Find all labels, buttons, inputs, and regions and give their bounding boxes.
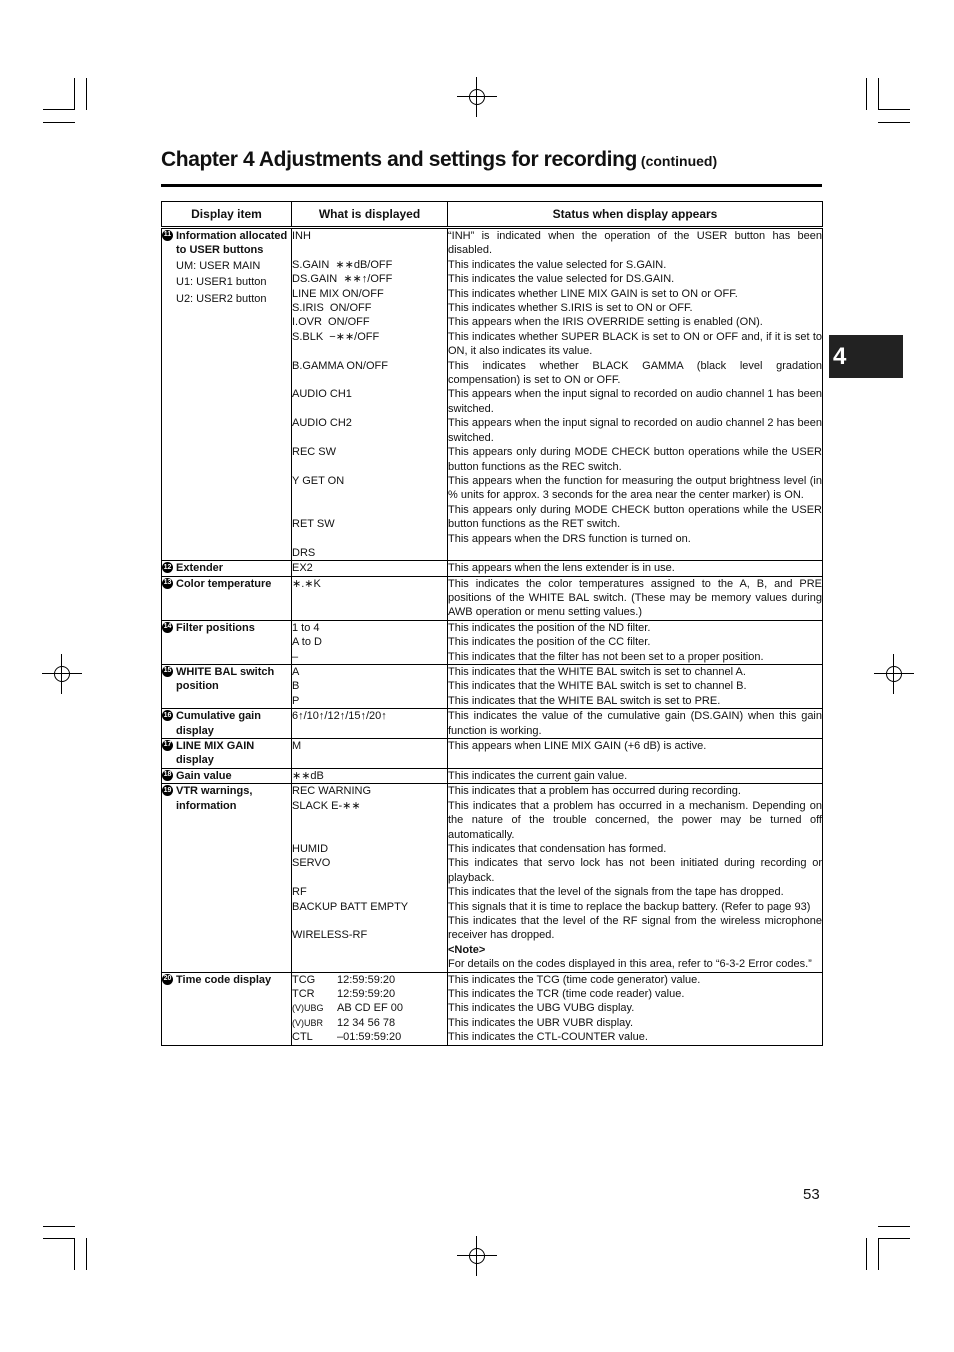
column-header: Status when display appears xyxy=(448,202,823,228)
table-row xyxy=(162,665,823,709)
displayed-value: ∗.∗K xyxy=(292,577,321,590)
time-code-label: CTL xyxy=(292,1031,313,1044)
display-items-table xyxy=(161,201,823,1046)
item-number-badge: 15 xyxy=(162,666,173,677)
displayed-value-cell xyxy=(292,768,448,783)
status-description: This appears only during MODE CHECK button operations while the USER button functions as the RET switch. xyxy=(448,503,822,531)
displayed-value: BACKUP BATT EMPTY xyxy=(292,900,409,913)
display-item-cell xyxy=(162,576,292,620)
registration-mark xyxy=(457,1236,497,1276)
display-item-label: Information allocated to USER buttons xyxy=(176,230,288,257)
item-number-badge: 11 xyxy=(162,230,173,241)
displayed-value: EX2 xyxy=(292,562,313,575)
status-description: This indicates whether BLACK GAMMA (black level gradation compensation) is set to ON or OFF. xyxy=(448,359,822,387)
spacer xyxy=(292,503,447,517)
time-code-value: AB CD EF 00 xyxy=(337,1002,404,1015)
status-description: This indicates that a problem has occurred in a mechanism. Depending on the nature of the trouble concerned, the power may be turned off automatically. xyxy=(448,799,822,841)
display-item-cell xyxy=(162,784,292,972)
status-description: This indicates the current gain value. xyxy=(448,769,628,782)
displayed-value: B xyxy=(292,680,300,693)
item-number-badge: 17 xyxy=(162,740,173,751)
status-description: This appears only during MODE CHECK button operations while the USER button functions as the REC switch. xyxy=(448,446,822,473)
status-cell xyxy=(448,576,823,620)
table-header-row xyxy=(162,202,823,228)
status-description: This indicates the color temperatures assigned to the A, B, and PRE positions of the WHITE BAL switch. (These may be memory values during AWB operation or menu setting values.) xyxy=(448,577,822,619)
status-description: This indicates that the level of the RF signal from the wireless microphone receiver has dropped. xyxy=(448,914,822,942)
status-description: This appears when the lens extender is in use. xyxy=(448,562,675,575)
time-code-label: (V)UBG xyxy=(292,1003,324,1014)
item-number-badge: 20 xyxy=(162,974,173,985)
status-description: This indicates the UBR VUBR display. xyxy=(448,1016,634,1029)
status-cell xyxy=(448,709,823,739)
display-item-label: Extender xyxy=(176,562,224,575)
time-code-entry xyxy=(292,1016,447,1030)
status-description: This indicates the TCG (time code generator) value. xyxy=(448,973,701,986)
status-description: This indicates whether SUPER BLACK is set to ON or OFF and, if it is set to ON, it also indicates its value. xyxy=(448,330,822,358)
note-heading: <Note> xyxy=(448,943,486,956)
displayed-value: S.IRIS ON/OFF xyxy=(292,302,372,315)
table-row xyxy=(162,784,823,972)
spacer xyxy=(292,459,447,473)
time-code-label: (V)UBR xyxy=(292,1017,323,1028)
display-item-label: VTR warnings, information xyxy=(176,785,253,812)
status-description: This appears when the input signal to recorded on audio channel 2 has been switched. xyxy=(448,417,822,444)
crop-mark xyxy=(43,1226,75,1227)
time-code-value: –01:59:59:20 xyxy=(337,1031,402,1044)
status-description: This indicates the position of the ND filter. xyxy=(448,621,651,634)
status-description: This indicates the value selected for S.GAIN. xyxy=(448,258,667,271)
time-code-label: TCG xyxy=(292,973,316,986)
page-title xyxy=(161,148,717,172)
displayed-value: B.GAMMA ON/OFF xyxy=(292,359,388,372)
status-description: This indicates the value of the cumulative gain (DS.GAIN) when this gain function is working. xyxy=(448,710,822,737)
display-item-heading xyxy=(162,577,291,591)
displayed-value: M xyxy=(292,740,302,753)
displayed-value: P xyxy=(292,694,300,707)
displayed-value: INH xyxy=(292,230,311,242)
crop-mark xyxy=(878,109,910,110)
registration-mark xyxy=(457,77,497,117)
crop-mark xyxy=(878,1238,879,1270)
item-number-badge: 12 xyxy=(162,562,173,573)
displayed-value: DS.GAIN ∗∗↑/OFF xyxy=(292,273,393,286)
display-item-label: Color temperature xyxy=(176,577,272,590)
status-description: This signals that it is time to replace the backup battery. (Refer to page 93) xyxy=(448,900,811,913)
user-button-entry: UM: USER MAIN xyxy=(176,259,261,272)
display-item-heading xyxy=(162,229,291,258)
displayed-value: AUDIO CH2 xyxy=(292,417,352,430)
displayed-value: A to D xyxy=(292,636,322,649)
column-header: What is displayed xyxy=(292,202,448,228)
status-cell xyxy=(448,228,823,561)
table-row xyxy=(162,561,823,576)
status-cell xyxy=(448,972,823,1045)
spacer xyxy=(292,813,447,827)
displayed-value: REC WARNING xyxy=(292,785,372,798)
registration-mark xyxy=(42,654,82,694)
display-item-heading xyxy=(162,665,291,694)
display-item-cell xyxy=(162,665,292,709)
displayed-value-cell xyxy=(292,620,448,664)
spacer xyxy=(292,344,447,358)
table-row xyxy=(162,768,823,783)
registration-mark xyxy=(874,654,914,694)
table-row xyxy=(162,709,823,739)
column-header: Display item xyxy=(162,202,292,228)
display-item-label: Cumulative gain display xyxy=(176,710,261,737)
spacer xyxy=(292,914,447,928)
spacer xyxy=(292,871,447,885)
time-code-entry xyxy=(292,973,447,987)
displayed-value: SLACK E-∗∗ xyxy=(292,799,361,812)
displayed-value: REC SW xyxy=(292,446,336,459)
crop-mark xyxy=(878,1226,910,1227)
crop-mark xyxy=(43,109,75,110)
display-item-label: Filter positions xyxy=(176,621,255,634)
status-description: This indicates that servo lock has not been initiated during recording or playback. xyxy=(448,857,822,884)
displayed-value-cell xyxy=(292,561,448,576)
display-item-heading xyxy=(162,973,291,987)
crop-mark xyxy=(866,78,867,110)
spacer xyxy=(292,828,447,842)
displayed-value-cell xyxy=(292,739,448,769)
status-cell xyxy=(448,561,823,576)
status-description: This appears when the input signal to recorded on audio channel 1 has been switched. xyxy=(448,388,822,415)
displayed-value: SERVO xyxy=(292,857,331,870)
item-number-badge: 16 xyxy=(162,710,173,721)
item-number-badge: 14 xyxy=(162,622,173,633)
continued-label: (continued) xyxy=(640,153,718,169)
displayed-value: – xyxy=(292,650,299,663)
status-cell xyxy=(448,665,823,709)
item-number-badge: 13 xyxy=(162,578,173,589)
crop-mark xyxy=(74,1238,75,1270)
display-item-label: Time code display xyxy=(176,973,272,986)
display-item-label: Gain value xyxy=(176,769,232,782)
status-description: This appears when the function for measuring the output brightness level (in % units for approx. 3 seconds for the area near the center marker) is ON. xyxy=(448,474,822,502)
spacer xyxy=(292,243,447,257)
display-item-heading xyxy=(162,784,291,813)
status-description: “INH” is indicated when the operation of the USER button has been disabled. xyxy=(448,230,822,257)
chapter-title: Chapter 4 Adjustments and settings for recording xyxy=(161,148,637,171)
crop-mark xyxy=(866,1238,867,1270)
page-number: 53 xyxy=(803,1186,820,1203)
table-row xyxy=(162,620,823,664)
displayed-value: HUMID xyxy=(292,842,329,855)
spacer xyxy=(292,431,447,445)
user-button-entry: U2: USER2 button xyxy=(176,292,267,305)
crop-mark xyxy=(86,1238,87,1270)
time-code-value: 12:59:59:20 xyxy=(337,987,396,1000)
crop-mark xyxy=(43,1238,75,1239)
displayed-value: WIRELESS-RF xyxy=(292,929,368,942)
status-description: This indicates that the level of the signals from the tape has dropped. xyxy=(448,886,784,899)
status-description: This indicates that a problem has occurred during recording. xyxy=(448,785,741,798)
status-description: This indicates the value selected for DS.GAIN. xyxy=(448,273,675,286)
spacer xyxy=(292,402,447,416)
displayed-value-cell xyxy=(292,665,448,709)
status-description: This indicates the TCR (time code reader) value. xyxy=(448,987,685,1000)
display-item-heading xyxy=(162,769,291,783)
crop-mark xyxy=(878,1238,910,1239)
user-button-entry: U1: USER1 button xyxy=(176,276,267,289)
displayed-value: S.BLK −∗∗/OFF xyxy=(292,330,380,343)
displayed-value-cell xyxy=(292,709,448,739)
crop-mark xyxy=(878,78,879,110)
status-cell xyxy=(448,620,823,664)
displayed-value: DRS xyxy=(292,546,316,559)
displayed-value: ∗∗dB xyxy=(292,769,324,782)
displayed-value: RET SW xyxy=(292,518,335,530)
time-code-entry xyxy=(292,1030,447,1044)
time-code-value: 12:59:59:20 xyxy=(337,973,396,986)
item-number-badge: 18 xyxy=(162,770,173,781)
status-description: This indicates that the filter has not been set to a proper position. xyxy=(448,650,764,663)
displayed-value: 1 to 4 xyxy=(292,621,320,634)
time-code-entry xyxy=(292,1001,447,1015)
status-description: This indicates the UBG VUBG display. xyxy=(448,1002,635,1015)
display-item-label: LINE MIX GAIN display xyxy=(176,740,255,767)
crop-mark xyxy=(74,78,75,110)
displayed-value: Y GET ON xyxy=(292,474,345,487)
status-description: This appears when the DRS function is turned on. xyxy=(448,532,691,545)
display-item-cell xyxy=(162,228,292,561)
display-item-heading xyxy=(162,739,291,768)
display-item-heading xyxy=(162,709,291,738)
time-code-label: TCR xyxy=(292,987,315,1000)
displayed-value: 6↑/10↑/12↑/15↑/20↑ xyxy=(292,710,387,723)
display-item-cell xyxy=(162,972,292,1045)
item-number-badge: 19 xyxy=(162,785,173,796)
user-button-list xyxy=(162,259,291,306)
spacer xyxy=(292,531,447,545)
crop-mark xyxy=(86,78,87,110)
display-item-cell xyxy=(162,768,292,783)
display-item-heading xyxy=(162,621,291,635)
display-item-heading xyxy=(162,561,291,575)
status-cell xyxy=(448,768,823,783)
title-rule xyxy=(161,184,822,187)
displayed-value: A xyxy=(292,666,300,679)
status-cell xyxy=(448,739,823,769)
display-item-label: WHITE BAL switch position xyxy=(176,666,275,693)
crop-mark xyxy=(878,122,910,123)
status-description: This appears when the IRIS OVERRIDE setting is enabled (ON). xyxy=(448,316,763,329)
status-description: This indicates that condensation has formed. xyxy=(448,842,667,855)
status-description: This indicates whether S.IRIS is set to ON or OFF. xyxy=(448,302,693,315)
displayed-value-cell xyxy=(292,784,448,972)
displayed-value: AUDIO CH1 xyxy=(292,388,352,401)
status-description: This indicates that the WHITE BAL switch is set to channel A. xyxy=(448,666,746,679)
chapter-tab: 4 xyxy=(829,335,903,378)
displayed-value-cell xyxy=(292,576,448,620)
status-cell xyxy=(448,784,823,972)
table-row xyxy=(162,576,823,620)
displayed-value-cell xyxy=(292,972,448,1045)
table-row xyxy=(162,972,823,1045)
spacer xyxy=(292,488,447,502)
display-item-cell xyxy=(162,739,292,769)
status-description: For details on the codes displayed in this area, refer to “6-3-2 Error codes.” xyxy=(448,958,812,971)
table-row xyxy=(162,739,823,769)
display-item-cell xyxy=(162,620,292,664)
status-description: This indicates the CTL-COUNTER value. xyxy=(448,1031,648,1044)
status-description: This appears when LINE MIX GAIN (+6 dB) is active. xyxy=(448,740,707,753)
display-item-cell xyxy=(162,561,292,576)
spacer xyxy=(292,373,447,387)
time-code-entry xyxy=(292,987,447,1001)
displayed-value: S.GAIN ∗∗dB/OFF xyxy=(292,258,393,271)
displayed-value: I.OVR ON/OFF xyxy=(292,316,370,329)
crop-mark xyxy=(43,122,75,123)
status-description: This indicates that the WHITE BAL switch is set to channel B. xyxy=(448,680,747,693)
displayed-value: LINE MIX ON/OFF xyxy=(292,287,384,300)
displayed-value: RF xyxy=(292,886,307,899)
table-row xyxy=(162,228,823,561)
display-item-cell xyxy=(162,709,292,739)
status-description: This indicates that the WHITE BAL switch is set to PRE. xyxy=(448,694,721,707)
displayed-value-cell xyxy=(292,228,448,561)
status-description: This indicates whether LINE MIX GAIN is set to ON or OFF. xyxy=(448,287,738,300)
status-description: This indicates the position of the CC filter. xyxy=(448,636,651,649)
time-code-value: 12 34 56 78 xyxy=(337,1016,396,1029)
